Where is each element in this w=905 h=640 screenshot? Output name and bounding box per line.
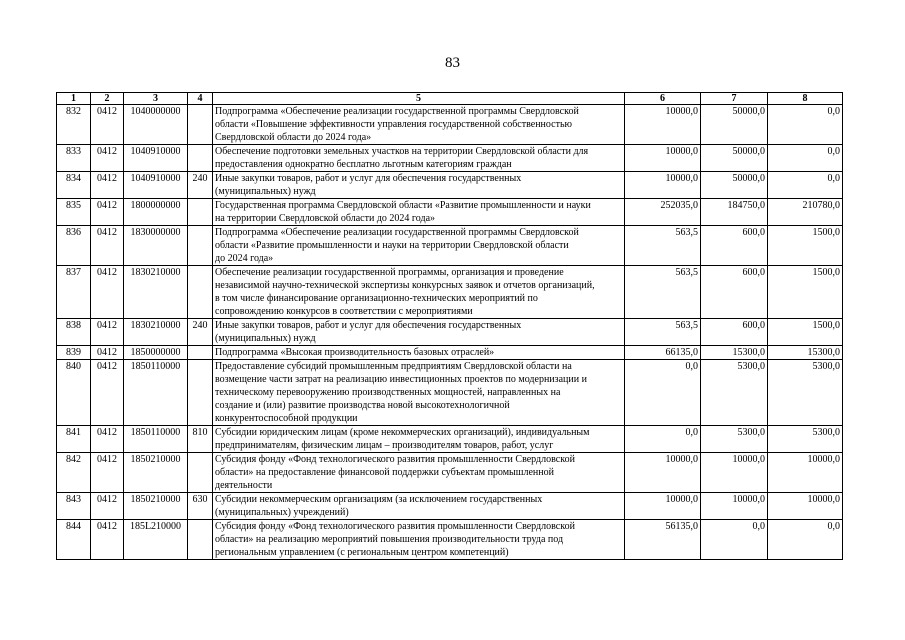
section-code-cell: 0412 [91, 360, 124, 426]
table-row [57, 520, 843, 560]
description-line: Иные закупки товаров, работ и услуг для обеспечения государственных [215, 173, 522, 184]
section-code-cell: 0412 [91, 145, 124, 172]
amount-2022-cell: 0,0 [625, 426, 701, 453]
description-cell [213, 493, 625, 520]
amount-2024-cell: 10000,0 [768, 493, 843, 520]
row-number-cell: 837 [57, 266, 91, 319]
amount-2023-cell: 600,0 [701, 319, 768, 346]
row-number-cell: 836 [57, 226, 91, 266]
amount-2023-cell: 600,0 [701, 226, 768, 266]
section-code-cell: 0412 [91, 319, 124, 346]
page-number: 83 [445, 55, 460, 71]
description-line: Субсидии некоммерческим организациям (за исключением государственных [215, 494, 543, 505]
col-header: 5 [213, 93, 625, 105]
col-header: 1 [57, 93, 91, 105]
target-article-cell: 1830210000 [124, 319, 188, 346]
description-line: региональным управлением (с региональным центром компетенций) [215, 547, 509, 558]
table-row [57, 360, 843, 426]
row-number-cell: 840 [57, 360, 91, 426]
description-line: конкурентоспособной продукции [215, 413, 358, 424]
description-cell [213, 266, 625, 319]
row-number-cell: 835 [57, 199, 91, 226]
amount-2023-cell: 5300,0 [701, 360, 768, 426]
description-line: Подпрограмма «Высокая производительность базовых отраслей» [215, 347, 495, 358]
section-code-cell: 0412 [91, 266, 124, 319]
amount-2022-cell: 563,5 [625, 319, 701, 346]
amount-2024-cell: 0,0 [768, 172, 843, 199]
description-line: сопровождению конкурсов в соответствии с мероприятиями [215, 306, 473, 317]
description-line: предпринимателям, физическим лицам – производителям товаров, работ, услуг [215, 440, 554, 451]
expense-type-cell [188, 226, 213, 266]
target-article-cell: 185L210000 [124, 520, 188, 560]
description-line: Государственная программа Свердловской области «Развитие промышленности и науки [215, 200, 591, 211]
amount-2024-cell: 5300,0 [768, 360, 843, 426]
description-cell [213, 520, 625, 560]
row-number-cell: 843 [57, 493, 91, 520]
description-line: (муниципальных) нужд [215, 333, 316, 344]
amount-2022-cell: 0,0 [625, 360, 701, 426]
description-line: области» на предоставление финансовой поддержки субъектам промышленной [215, 467, 554, 478]
section-code-cell: 0412 [91, 346, 124, 360]
target-article-cell: 1830210000 [124, 266, 188, 319]
description-line: области «Повышение эффективности управления государственной собственностью [215, 119, 572, 130]
amount-2023-cell: 10000,0 [701, 493, 768, 520]
amount-2023-cell: 0,0 [701, 520, 768, 560]
description-line: области» на реализацию мероприятий повышения производительности труда под [215, 534, 564, 545]
amount-2024-cell: 0,0 [768, 105, 843, 145]
target-article-cell: 1040000000 [124, 105, 188, 145]
table-row [57, 453, 843, 493]
amount-2023-cell: 50000,0 [701, 145, 768, 172]
description-cell [213, 226, 625, 266]
amount-2023-cell: 5300,0 [701, 426, 768, 453]
amount-2024-cell: 10000,0 [768, 453, 843, 493]
col-header: 7 [701, 93, 768, 105]
section-code-cell: 0412 [91, 199, 124, 226]
col-header: 4 [188, 93, 213, 105]
budget-table [56, 92, 843, 560]
section-code-cell: 0412 [91, 105, 124, 145]
table-row [57, 426, 843, 453]
section-code-cell: 0412 [91, 520, 124, 560]
target-article-cell: 1850210000 [124, 493, 188, 520]
expense-type-cell: 240 [188, 319, 213, 346]
table-row [57, 266, 843, 319]
expense-type-cell [188, 199, 213, 226]
table-row [57, 172, 843, 199]
description-line: Субсидия фонду «Фонд технологического развития промышленности Свердловской [215, 454, 575, 465]
table-row [57, 105, 843, 145]
description-line: Свердловской области до 2024 года» [215, 132, 372, 143]
amount-2022-cell: 563,5 [625, 266, 701, 319]
col-header: 3 [124, 93, 188, 105]
table-row [57, 226, 843, 266]
description-line: Иные закупки товаров, работ и услуг для обеспечения государственных [215, 320, 522, 331]
row-number-cell: 838 [57, 319, 91, 346]
amount-2024-cell: 15300,0 [768, 346, 843, 360]
amount-2022-cell: 563,5 [625, 226, 701, 266]
description-line: техническому перевооружению производственных мощностей, направленных на [215, 387, 561, 398]
row-number-cell: 841 [57, 426, 91, 453]
row-number-cell: 844 [57, 520, 91, 560]
description-line: области «Развитие промышленности и науки на территории Свердловской области [215, 240, 569, 251]
amount-2022-cell: 10000,0 [625, 145, 701, 172]
amount-2022-cell: 10000,0 [625, 172, 701, 199]
amount-2023-cell: 600,0 [701, 266, 768, 319]
col-header: 2 [91, 93, 124, 105]
expense-type-cell: 810 [188, 426, 213, 453]
description-cell [213, 199, 625, 226]
section-code-cell: 0412 [91, 172, 124, 199]
amount-2023-cell: 10000,0 [701, 453, 768, 493]
amount-2024-cell: 1500,0 [768, 266, 843, 319]
description-line: Субсидии юридическим лицам (кроме некоммерческих организаций), индивидуальным [215, 427, 590, 438]
table-row [57, 493, 843, 520]
description-line: Предоставление субсидий промышленным предприятиям Свердловской области на [215, 361, 572, 372]
amount-2022-cell: 10000,0 [625, 453, 701, 493]
amount-2022-cell: 252035,0 [625, 199, 701, 226]
row-number-cell: 839 [57, 346, 91, 360]
amount-2024-cell: 0,0 [768, 145, 843, 172]
description-cell [213, 172, 625, 199]
amount-2022-cell: 56135,0 [625, 520, 701, 560]
expense-type-cell [188, 360, 213, 426]
target-article-cell: 1850110000 [124, 426, 188, 453]
amount-2024-cell: 210780,0 [768, 199, 843, 226]
table-row [57, 319, 843, 346]
amount-2024-cell: 5300,0 [768, 426, 843, 453]
description-line: до 2024 года» [215, 253, 274, 264]
row-number-cell: 833 [57, 145, 91, 172]
description-cell [213, 145, 625, 172]
expense-type-cell [188, 520, 213, 560]
amount-2022-cell: 10000,0 [625, 493, 701, 520]
section-code-cell: 0412 [91, 453, 124, 493]
description-line: Подпрограмма «Обеспечение реализации государственной программы Свердловской [215, 106, 579, 117]
row-number-cell: 832 [57, 105, 91, 145]
target-article-cell: 1850110000 [124, 360, 188, 426]
expense-type-cell: 630 [188, 493, 213, 520]
header-row [57, 93, 843, 105]
target-article-cell: 1800000000 [124, 199, 188, 226]
table-row [57, 145, 843, 172]
amount-2023-cell: 50000,0 [701, 172, 768, 199]
description-line: (муниципальных) нужд [215, 186, 316, 197]
table-row [57, 199, 843, 226]
amount-2022-cell: 66135,0 [625, 346, 701, 360]
description-line: Обеспечение реализации государственной программы, организация и проведение [215, 267, 564, 278]
target-article-cell: 1040910000 [124, 145, 188, 172]
description-line: возмещение части затрат на реализацию инвестиционных проектов по модернизации и [215, 374, 587, 385]
amount-2023-cell: 50000,0 [701, 105, 768, 145]
description-cell [213, 105, 625, 145]
description-line: Субсидия фонду «Фонд технологического развития промышленности Свердловской [215, 521, 575, 532]
amount-2024-cell: 0,0 [768, 520, 843, 560]
expense-type-cell [188, 266, 213, 319]
amount-2024-cell: 1500,0 [768, 226, 843, 266]
section-code-cell: 0412 [91, 426, 124, 453]
description-cell [213, 360, 625, 426]
table-row [57, 346, 843, 360]
description-line: создание и (или) развитие производства новой высокотехнологичной [215, 400, 510, 411]
target-article-cell: 1040910000 [124, 172, 188, 199]
expense-type-cell [188, 346, 213, 360]
col-header: 6 [625, 93, 701, 105]
expense-type-cell [188, 105, 213, 145]
description-cell [213, 319, 625, 346]
amount-2024-cell: 1500,0 [768, 319, 843, 346]
section-code-cell: 0412 [91, 493, 124, 520]
target-article-cell: 1850210000 [124, 453, 188, 493]
target-article-cell: 1830000000 [124, 226, 188, 266]
description-line: независимой научно-технической экспертизы конкурсных заявок и отчетов организаций, [215, 280, 595, 291]
description-line: на территории Свердловской области до 2024 года» [215, 213, 436, 224]
description-line: Подпрограмма «Обеспечение реализации государственной программы Свердловской [215, 227, 579, 238]
amount-2023-cell: 15300,0 [701, 346, 768, 360]
description-cell [213, 346, 625, 360]
expense-type-cell [188, 145, 213, 172]
row-number-cell: 834 [57, 172, 91, 199]
col-header: 8 [768, 93, 843, 105]
amount-2022-cell: 10000,0 [625, 105, 701, 145]
description-line: (муниципальных) учреждений) [215, 507, 349, 518]
target-article-cell: 1850000000 [124, 346, 188, 360]
description-cell [213, 453, 625, 493]
row-number-cell: 842 [57, 453, 91, 493]
description-line: предоставления однократно бесплатно льготным категориям граждан [215, 159, 512, 170]
description-cell [213, 426, 625, 453]
description-line: Обеспечение подготовки земельных участков на территории Свердловской области для [215, 146, 589, 157]
description-line: деятельности [215, 480, 273, 491]
section-code-cell: 0412 [91, 226, 124, 266]
amount-2023-cell: 184750,0 [701, 199, 768, 226]
expense-type-cell [188, 453, 213, 493]
description-line: в том числе финансирование организационно-технических мероприятий по [215, 293, 538, 304]
expense-type-cell: 240 [188, 172, 213, 199]
